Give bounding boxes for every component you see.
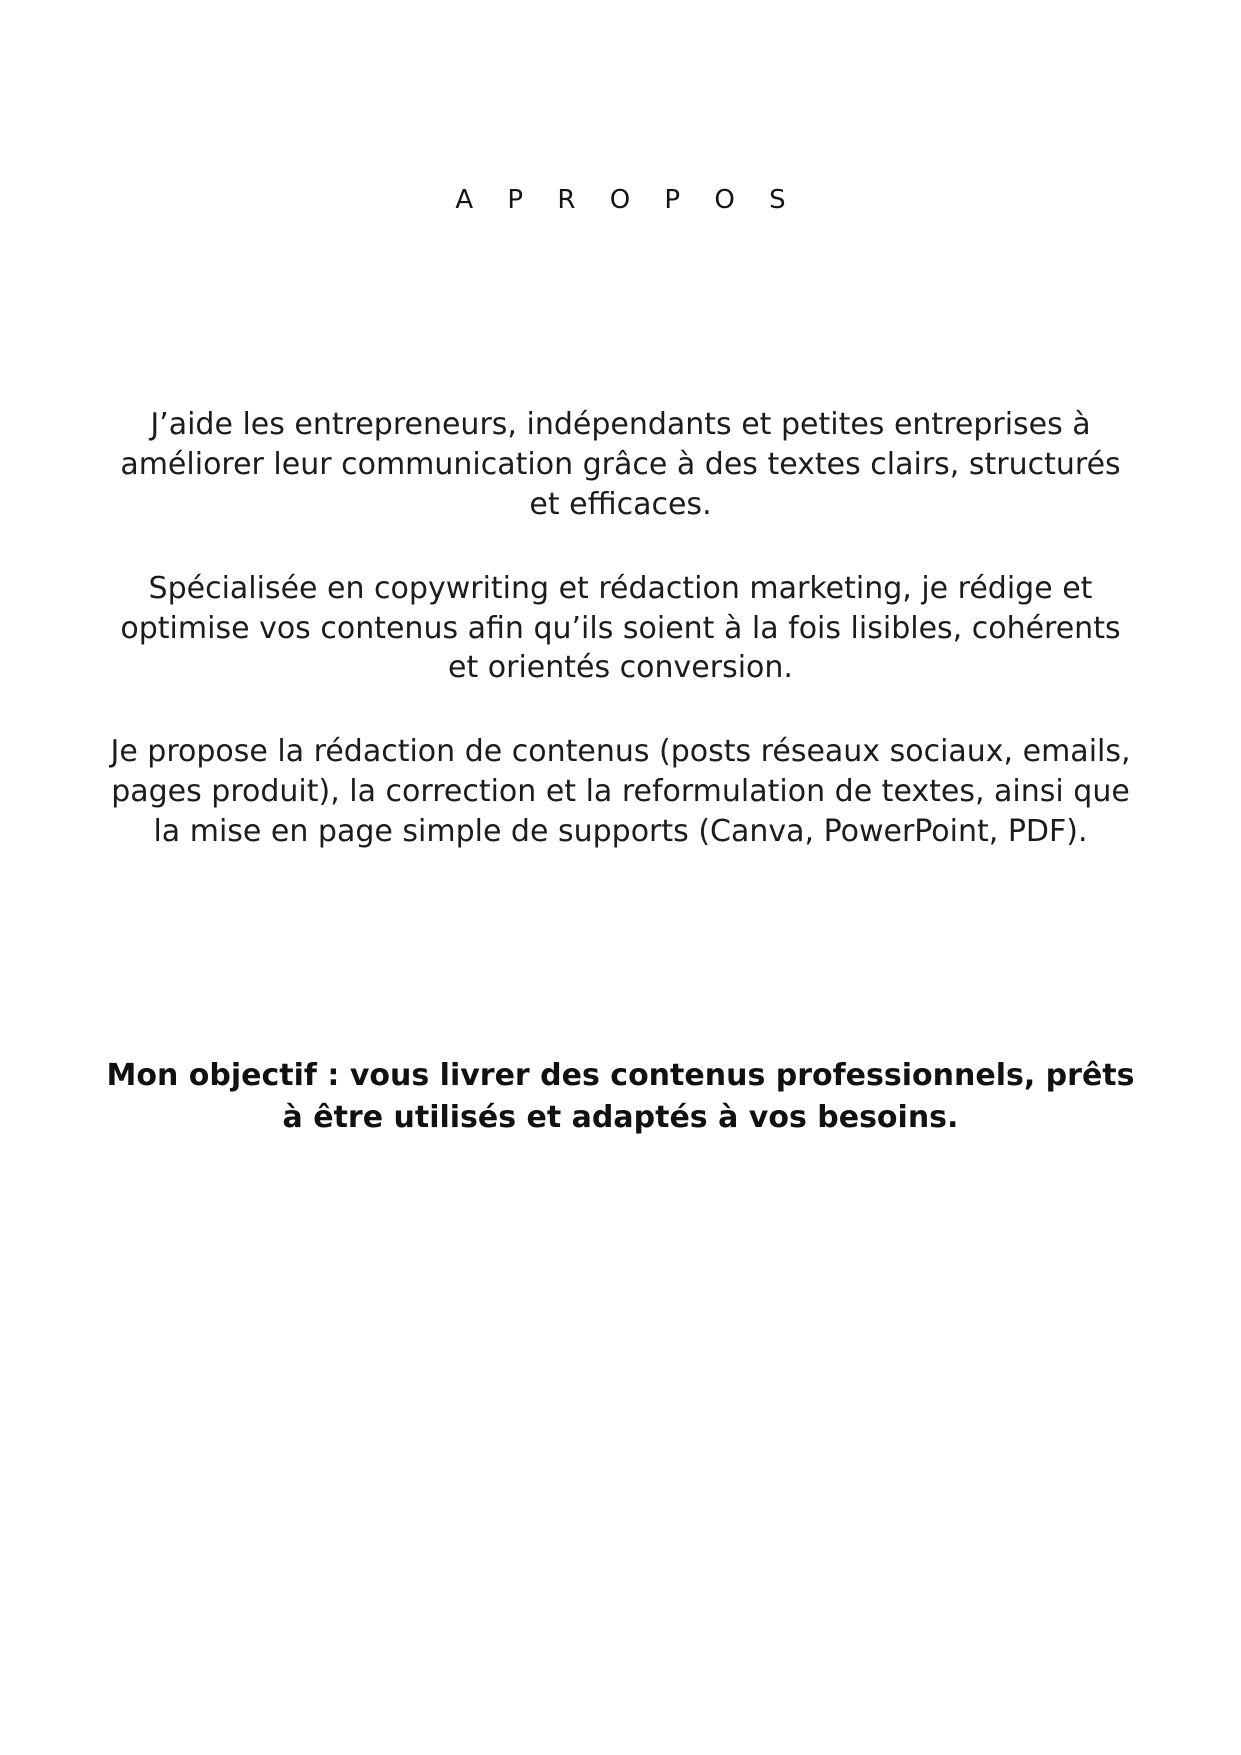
body-text-block (110, 405, 1131, 852)
page-title: A P R O P O S (455, 185, 799, 216)
paragraph-1: J’aide les entrepreneurs, indépendants et petites entreprises à améliorer leur communication grâce à des textes clairs, structurés et efficaces. (120, 407, 1121, 522)
paragraph-3: Je propose la rédaction de contenus (posts réseaux sociaux, emails, pages produit), la correction et la reformulation de textes, ainsi que la mise en page simple de supports (Canva, PowerPoint, PDF). (110, 734, 1131, 850)
closing-statement: Mon objectif : vous livrer des contenus professionnels, prêts à être utilisés et adaptés à vos besoins. (106, 1058, 1135, 1135)
paragraph-2: Spécialisée en copywriting et rédaction marketing, je rédige et optimise vos contenus afin qu’ils soient à la fois lisibles, cohérents et orientés conversion. (120, 570, 1121, 686)
